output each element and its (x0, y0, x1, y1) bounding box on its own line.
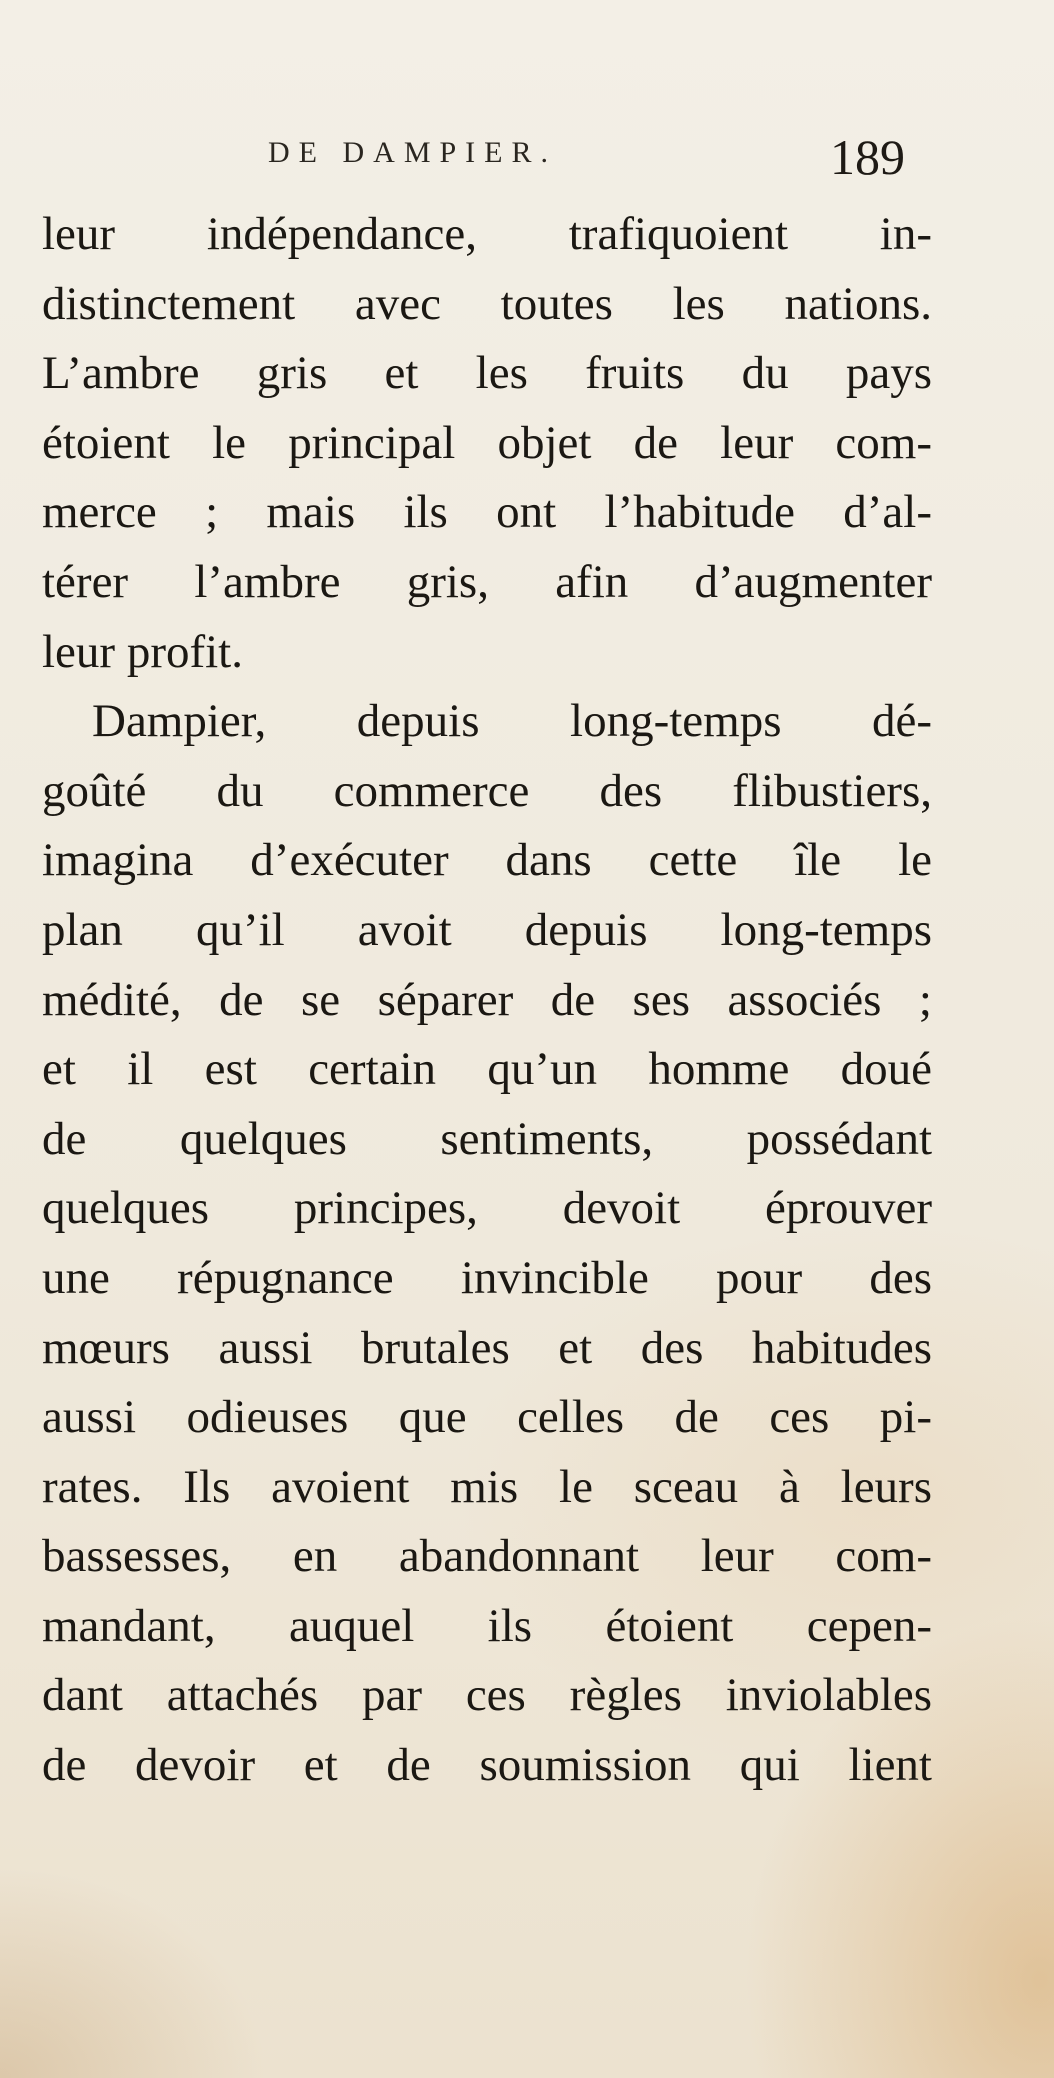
text-line: mœurs aussi brutales et des habitudes (42, 1321, 932, 1374)
text-line: médité, de se séparer de ses associés ; (42, 973, 932, 1026)
text-line: et il est certain qu’un homme doué (42, 1043, 932, 1096)
body-text (42, 200, 932, 1801)
text-line: rates. Ils avoient mis le sceau à leurs (42, 1460, 932, 1513)
text-line: une répugnance invincible pour des (42, 1251, 932, 1304)
text-line: de devoir et de soumission qui lient (42, 1739, 932, 1792)
text-line: dant attachés par ces règles inviolables (42, 1669, 932, 1722)
text-line: quelques principes, devoit éprouver (42, 1182, 932, 1235)
text-line: leur indépendance, trafiquoient in- (42, 208, 932, 260)
text-line: imagina d’exécuter dans cette île le (42, 834, 932, 887)
text-line: bassesses, en abandonnant leur com- (42, 1530, 932, 1583)
text-line: goûté du commerce des flibustiers, (42, 764, 932, 817)
text-line: distinctement avec toutes les nations. (42, 277, 932, 330)
text-line: L’ambre gris et les fruits du pays (42, 347, 932, 400)
text-line: merce ; mais ils ont l’habitude d’al- (42, 486, 932, 539)
page-number: 189 (830, 129, 905, 185)
text-line: leur profit. (42, 625, 243, 678)
text-line: mandant, auquel ils étoient cepen- (42, 1599, 932, 1652)
text-line: aussi odieuses que celles de ces pi- (42, 1391, 932, 1444)
text-line: de quelques sentiments, possédant (42, 1112, 932, 1165)
text-line: térer l’ambre gris, afin d’augmenter (42, 555, 932, 608)
text-line: étoient le principal objet de leur com- (42, 416, 932, 469)
text-line: Dampier, depuis long-temps dé- (92, 695, 932, 748)
text-line: plan qu’il avoit depuis long-temps (42, 903, 932, 956)
running-title: DE DAMPIER. (268, 136, 558, 169)
running-header (0, 128, 1054, 188)
